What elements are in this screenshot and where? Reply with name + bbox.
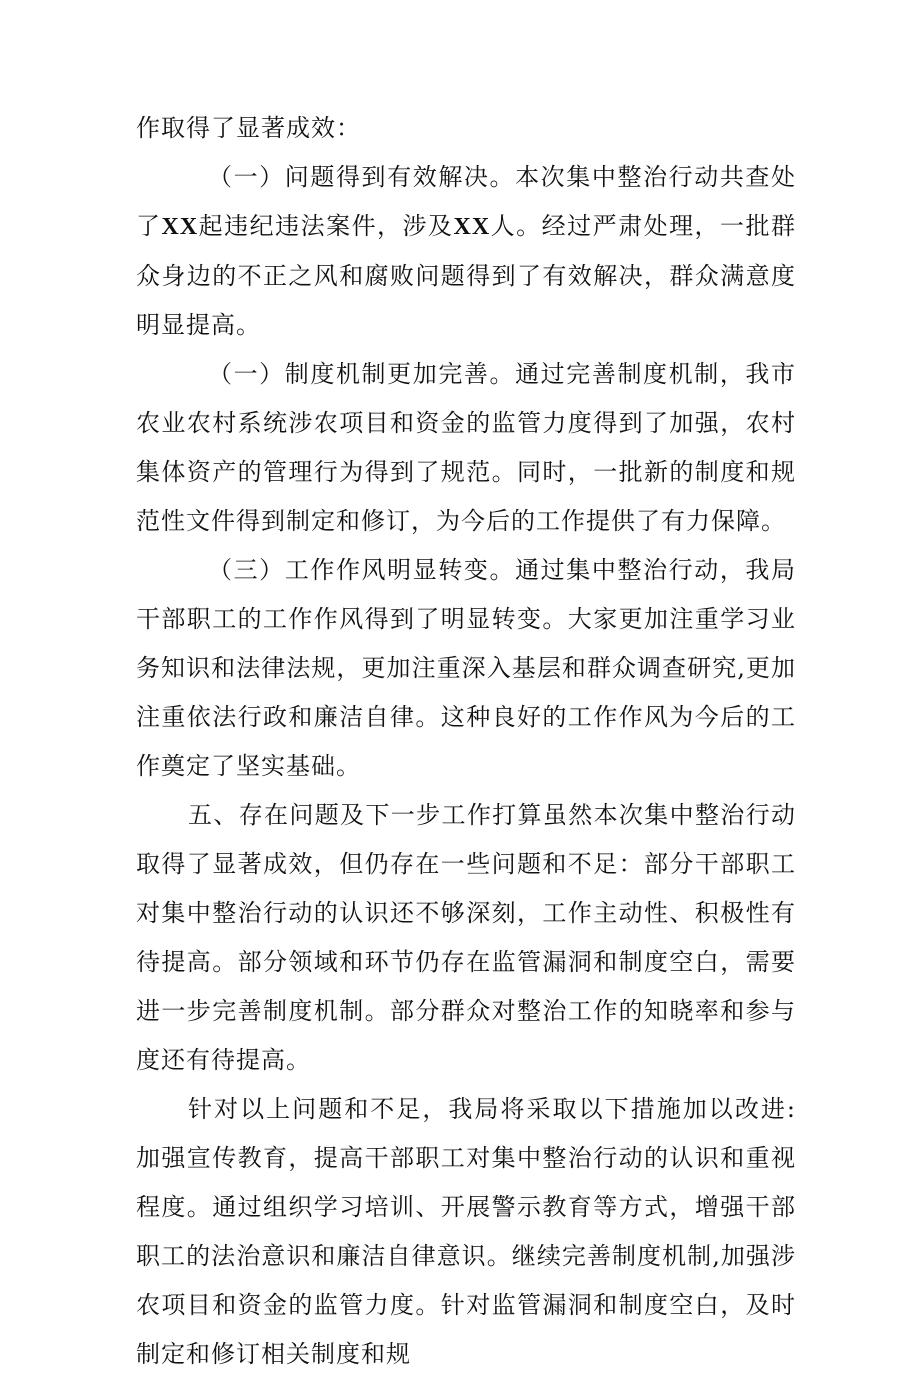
document-body — [136, 104, 796, 1379]
paragraph-text: （一）问题得到有效解决。本次集中整治行动共查处了 — [136, 163, 796, 240]
paragraph-text: 起违纪违法案件，涉及 — [198, 212, 454, 240]
paragraph-section-five: 五、存在问题及下一步工作打算虽然本次集中整治行动取得了显著成效，但仍存在一些问题和不足：部分干部职工对集中整治行动的认识还不够深刻，工作主动性、积极性有待提高。部分领域和环节仍存在监管漏洞和制度空白，需要进一步完善制度机制。部分群众对整治工作的知晓率和参与度还有待提高。 — [136, 801, 796, 1074]
paragraph-work-style: （三）工作作风明显转变。通过集中整治行动，我局干部职工的工作作风得到了明显转变。大家更加注重学习业务知识和法律法规，更加注重深入基层和群众调查研究,更加注重依法行政和廉洁自律。这种良好的工作作风为今后的工作奠定了坚实基础。 — [136, 556, 796, 780]
placeholder-count: XX — [453, 214, 491, 240]
paragraph-problem-solved — [136, 153, 796, 350]
paragraph-system-improved: （一）制度机制更加完善。通过完善制度机制，我市农业农村系统涉农项目和资金的监管力度得到了加强，农村集体资产的管理行为得到了规范。同时，一批新的制度和规范性文件得到制定和修订，为今后的工作提供了有力保障。 — [136, 360, 796, 535]
paragraph-text: 人。经过严肃处理，一批群众身边的不正之风和腐败问题得到了有效解决，群众满意度明显提高。 — [136, 212, 797, 339]
paragraph-continuation: 作取得了显著成效： — [136, 114, 361, 142]
paragraph-measures: 针对以上问题和不足，我局将采取以下措施加以改进:加强宣传教育，提高干部职工对集中整治行动的认识和重视程度。通过组织学习培训、开展警示教育等方式，增强干部职工的法治意识和廉洁自律意识。继续完善制度机制,加强涉农项目和资金的监管力度。针对监管漏洞和制度空白，及时制定和修订相关制度和规 — [136, 1095, 796, 1368]
placeholder-count: XX — [161, 214, 199, 240]
